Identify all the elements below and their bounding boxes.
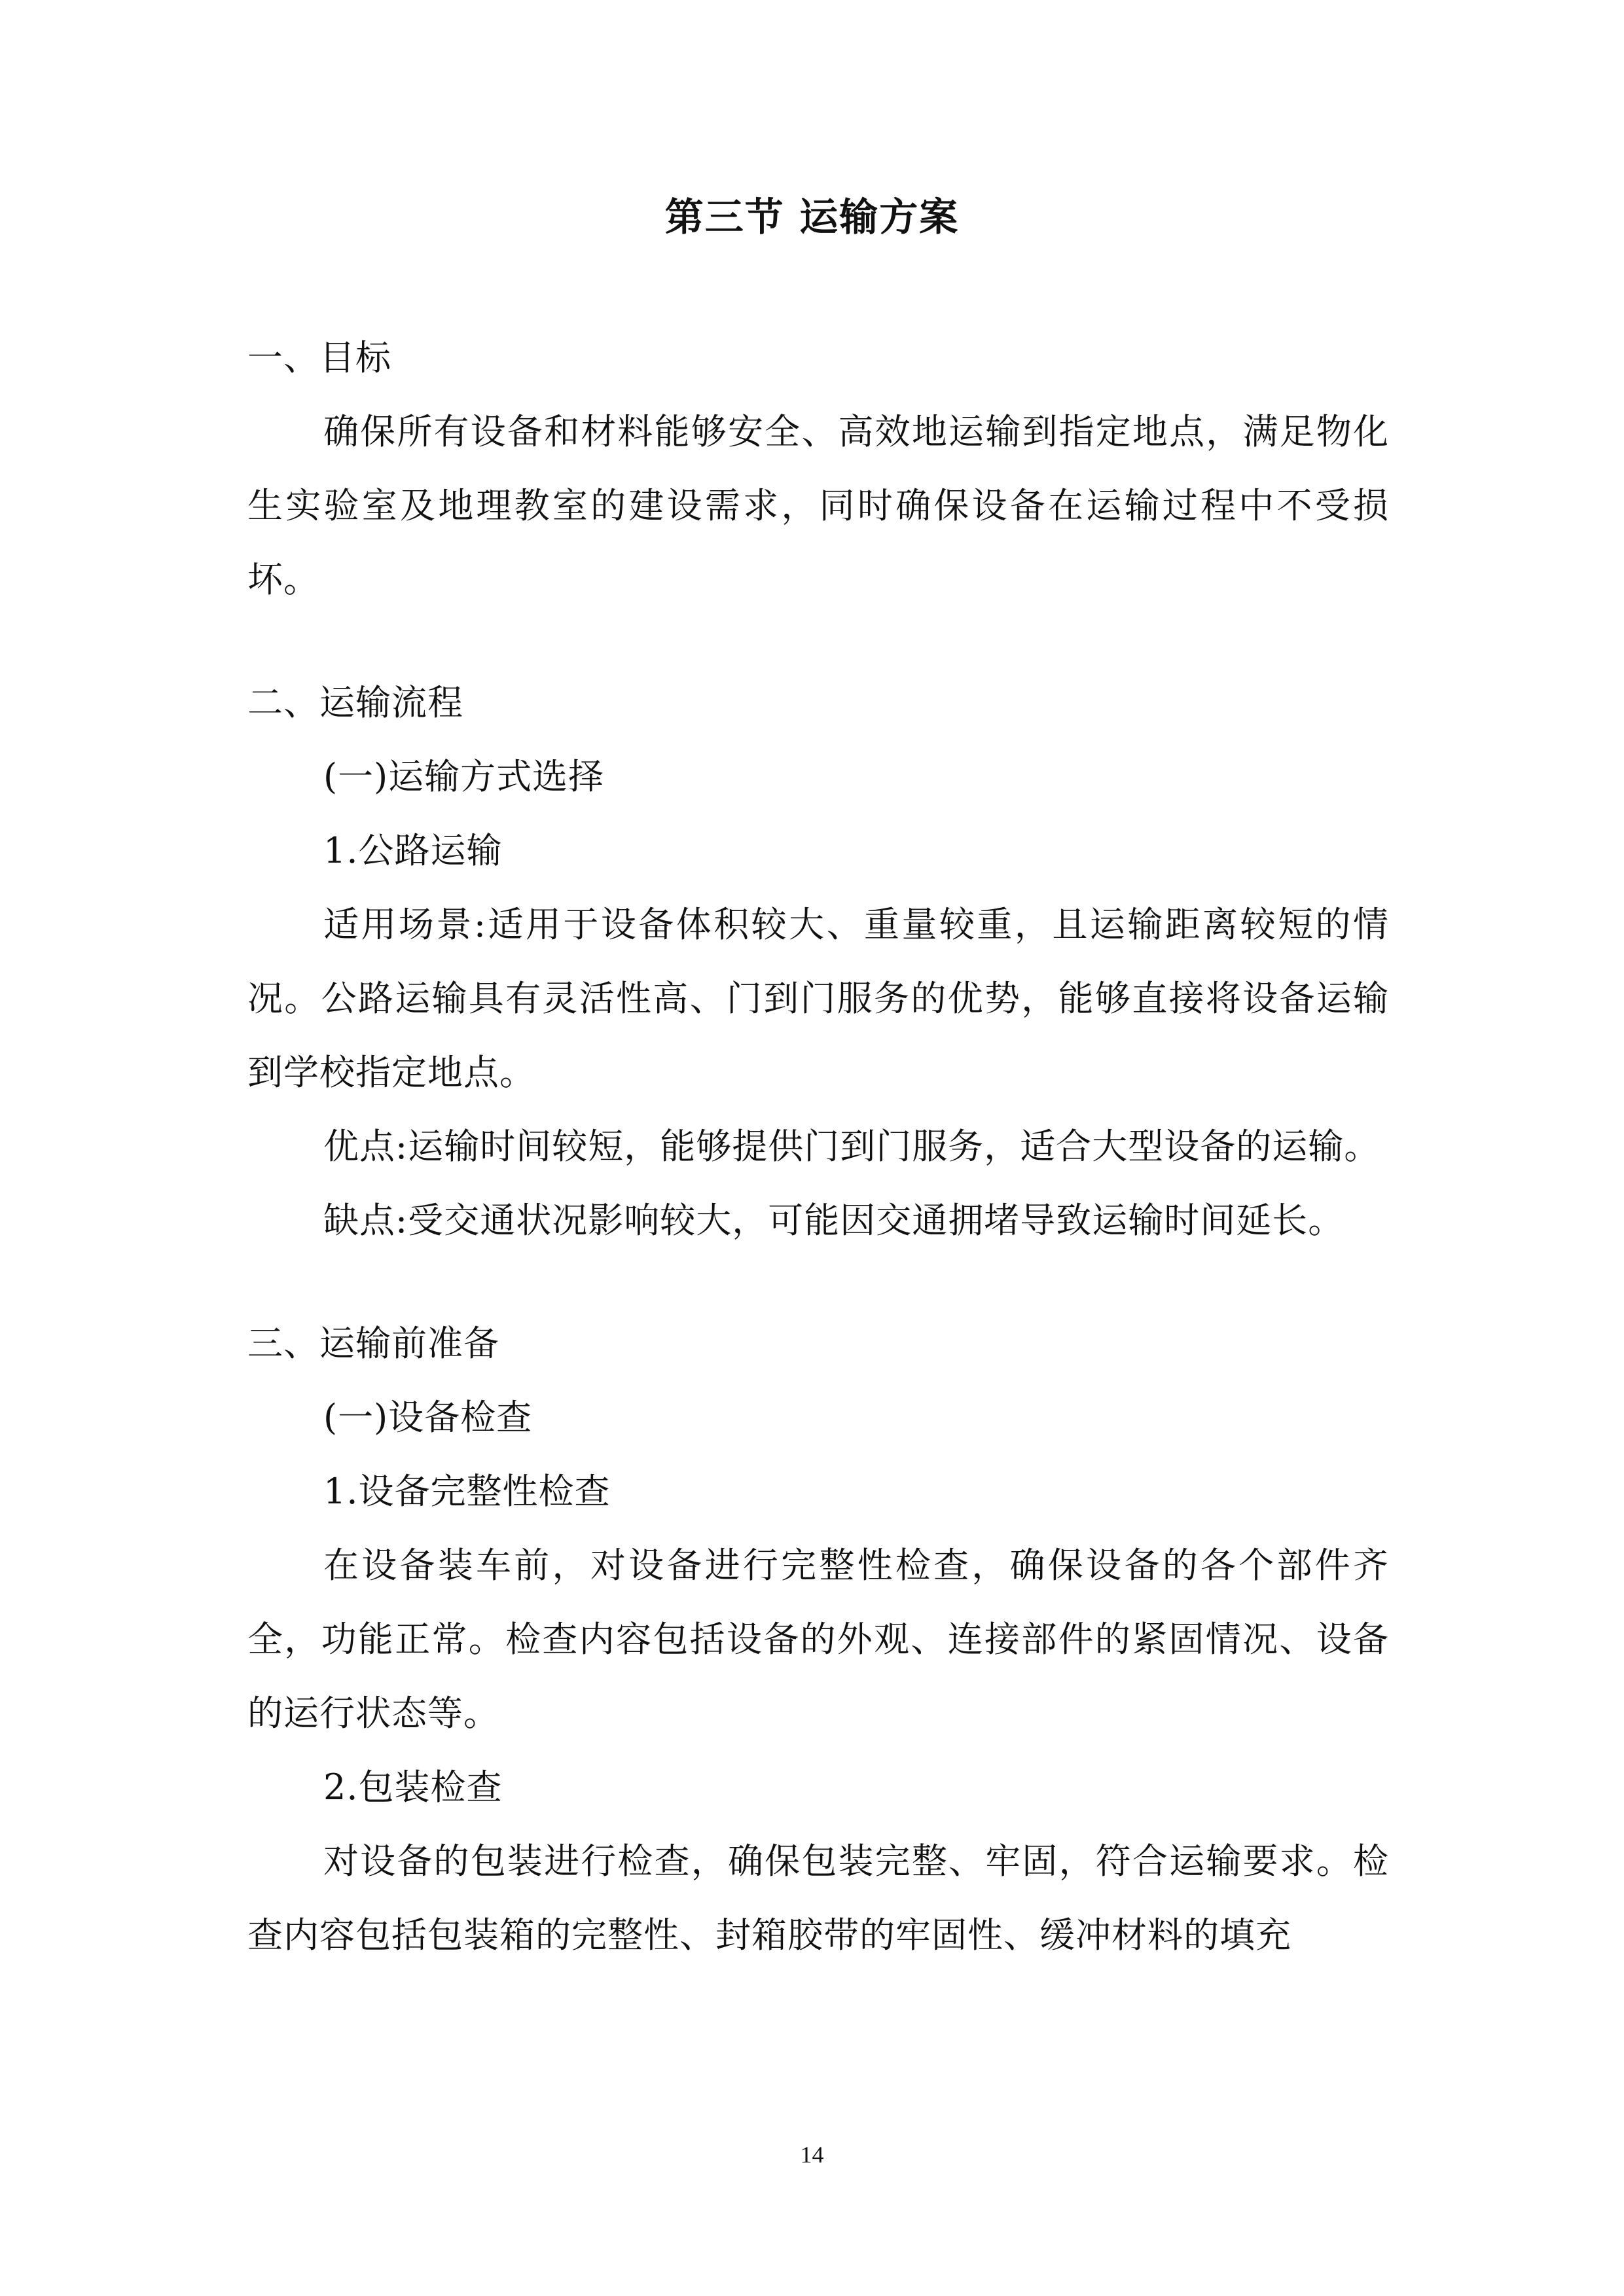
paragraph-disadvantages: 缺点:受交通状况影响较大，可能因交通拥堵导致运输时间延长。 [323,1200,1344,1241]
item-road-transport: 1.公路运输 [323,830,503,871]
item-integrity-check: 1.设备完整性检查 [323,1471,611,1512]
subheading-equipment-check: (一)设备检查 [323,1397,533,1438]
section-heading-preparation: 三、运输前准备 [247,1323,499,1364]
page-title: 第三节 运输方案 [664,194,960,240]
subheading-transport-mode: (一)运输方式选择 [323,756,605,797]
page-number: 14 [800,2142,824,2168]
section-heading-process: 二、运输流程 [247,682,463,723]
item-packaging-check: 2.包装检查 [323,1767,503,1808]
section-heading-goal: 一、目标 [247,337,391,378]
paragraph-advantages: 优点:运输时间较短，能够提供门到门服务，适合大型设备的运输。 [323,1126,1380,1167]
paragraph-integrity-check: 在设备装车前，对设备进行完整性检查，确保设备的各个部件齐全，功能正常。检查内容包括设备的外观、连接部件的紧固情况、设备的运行状态等。 [247,1545,1389,1734]
document-body [247,321,1389,1972]
paragraph-packaging-check: 对设备的包装进行检查，确保包装完整、牢固，符合运输要求。检查内容包括包装箱的完整性、封箱胶带的牢固性、缓冲材料的填充 [247,1840,1389,1956]
paragraph-goal: 确保所有设备和材料能够安全、高效地运输到指定地点，满足物化生实验室及地理教室的建设需求，同时确保设备在运输过程中不受损坏。 [247,411,1389,600]
paragraph-scenario: 适用场景:适用于设备体积较大、重量较重，且运输距离较短的情况。公路运输具有灵活性高、门到门服务的优势，能够直接将设备运输到学校指定地点。 [247,904,1389,1093]
